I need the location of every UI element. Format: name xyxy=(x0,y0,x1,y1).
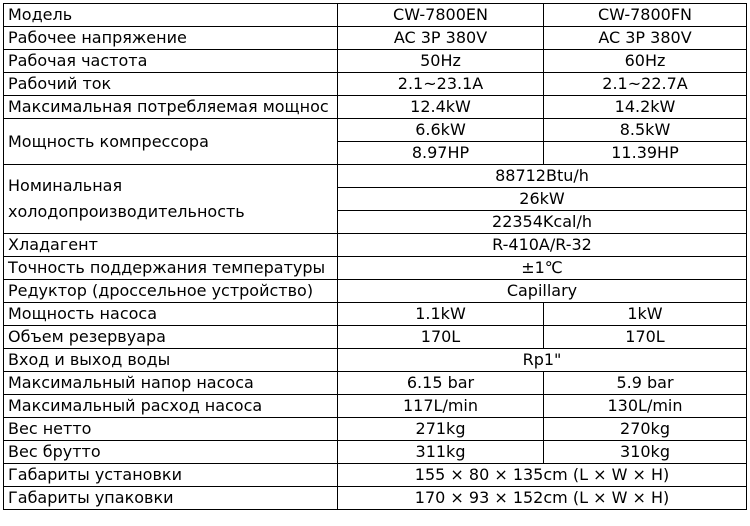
cell-value: AC 3P 380V xyxy=(544,27,747,50)
row-label: Рабочая частота xyxy=(4,50,338,73)
row-label: Объем резервуара xyxy=(4,326,338,349)
table-row xyxy=(4,418,747,441)
row-label: Габариты упаковки xyxy=(4,487,338,510)
table-row xyxy=(4,441,747,464)
table-row xyxy=(4,349,747,372)
table-row xyxy=(4,280,747,303)
cell-value: 1kW xyxy=(544,303,747,326)
row-label: Мощность компрессора xyxy=(4,119,338,165)
cell-value: 60Hz xyxy=(544,50,747,73)
cell-value: 6.15 bar xyxy=(338,372,544,395)
cell-value: Rp1" xyxy=(338,349,747,372)
cell-value: Capillary xyxy=(338,280,747,303)
table-row xyxy=(4,257,747,280)
row-label: Хладагент xyxy=(4,234,338,257)
table-row xyxy=(4,27,747,50)
row-label: Максимальная потребляемая мощнос xyxy=(4,96,338,119)
table-row xyxy=(4,50,747,73)
row-label: Максимальный напор насоса xyxy=(4,372,338,395)
cell-value: CW-7800EN xyxy=(338,4,544,27)
row-label: Габариты установки xyxy=(4,464,338,487)
cell-value: 8.5kW xyxy=(544,119,747,142)
row-label: Мощность насоса xyxy=(4,303,338,326)
row-label: Номинальная холодопроизводительность xyxy=(4,165,338,234)
row-label: Вход и выход воды xyxy=(4,349,338,372)
table-row xyxy=(4,372,747,395)
table-row xyxy=(4,73,747,96)
cell-value: 130L/min xyxy=(544,395,747,418)
cell-value: 271kg xyxy=(338,418,544,441)
cell-value: 2.1~22.7A xyxy=(544,73,747,96)
table-row xyxy=(4,96,747,119)
row-label: Модель xyxy=(4,4,338,27)
cell-value: 8.97HP xyxy=(338,142,544,165)
table-row xyxy=(4,487,747,510)
table-row xyxy=(4,303,747,326)
cell-value: 6.6kW xyxy=(338,119,544,142)
row-label: Вес брутто xyxy=(4,441,338,464)
table-row xyxy=(4,464,747,487)
cell-value: 12.4kW xyxy=(338,96,544,119)
cell-value: 22354Kcal/h xyxy=(338,211,747,234)
row-label: Рабочий ток xyxy=(4,73,338,96)
table-row xyxy=(4,234,747,257)
cell-value: 155 × 80 × 135cm (L × W × H) xyxy=(338,464,747,487)
cell-value: 88712Btu/h xyxy=(338,165,747,188)
table-row xyxy=(4,395,747,418)
row-label: Максимальный расход насоса xyxy=(4,395,338,418)
cell-value: 270kg xyxy=(544,418,747,441)
cell-value: R-410A/R-32 xyxy=(338,234,747,257)
row-label: Вес нетто xyxy=(4,418,338,441)
cell-value: 310kg xyxy=(544,441,747,464)
row-label: Точность поддержания температуры xyxy=(4,257,338,280)
table-row xyxy=(4,119,747,142)
cell-value: AC 3P 380V xyxy=(338,27,544,50)
cell-value: 170L xyxy=(338,326,544,349)
cell-value: 117L/min xyxy=(338,395,544,418)
cell-value: 170L xyxy=(544,326,747,349)
cell-value: 311kg xyxy=(338,441,544,464)
spec-table xyxy=(3,3,747,510)
cell-value: 26kW xyxy=(338,188,747,211)
table-row xyxy=(4,326,747,349)
table-row xyxy=(4,165,747,188)
row-label: Рабочее напряжение xyxy=(4,27,338,50)
cell-value: 14.2kW xyxy=(544,96,747,119)
cell-value: 5.9 bar xyxy=(544,372,747,395)
cell-value: 170 × 93 × 152cm (L × W × H) xyxy=(338,487,747,510)
row-label: Редуктор (дроссельное устройство) xyxy=(4,280,338,303)
cell-value: 11.39HP xyxy=(544,142,747,165)
cell-value: 50Hz xyxy=(338,50,544,73)
cell-value: ±1℃ xyxy=(338,257,747,280)
cell-value: CW-7800FN xyxy=(544,4,747,27)
cell-value: 2.1~23.1A xyxy=(338,73,544,96)
table-row xyxy=(4,4,747,27)
cell-value: 1.1kW xyxy=(338,303,544,326)
